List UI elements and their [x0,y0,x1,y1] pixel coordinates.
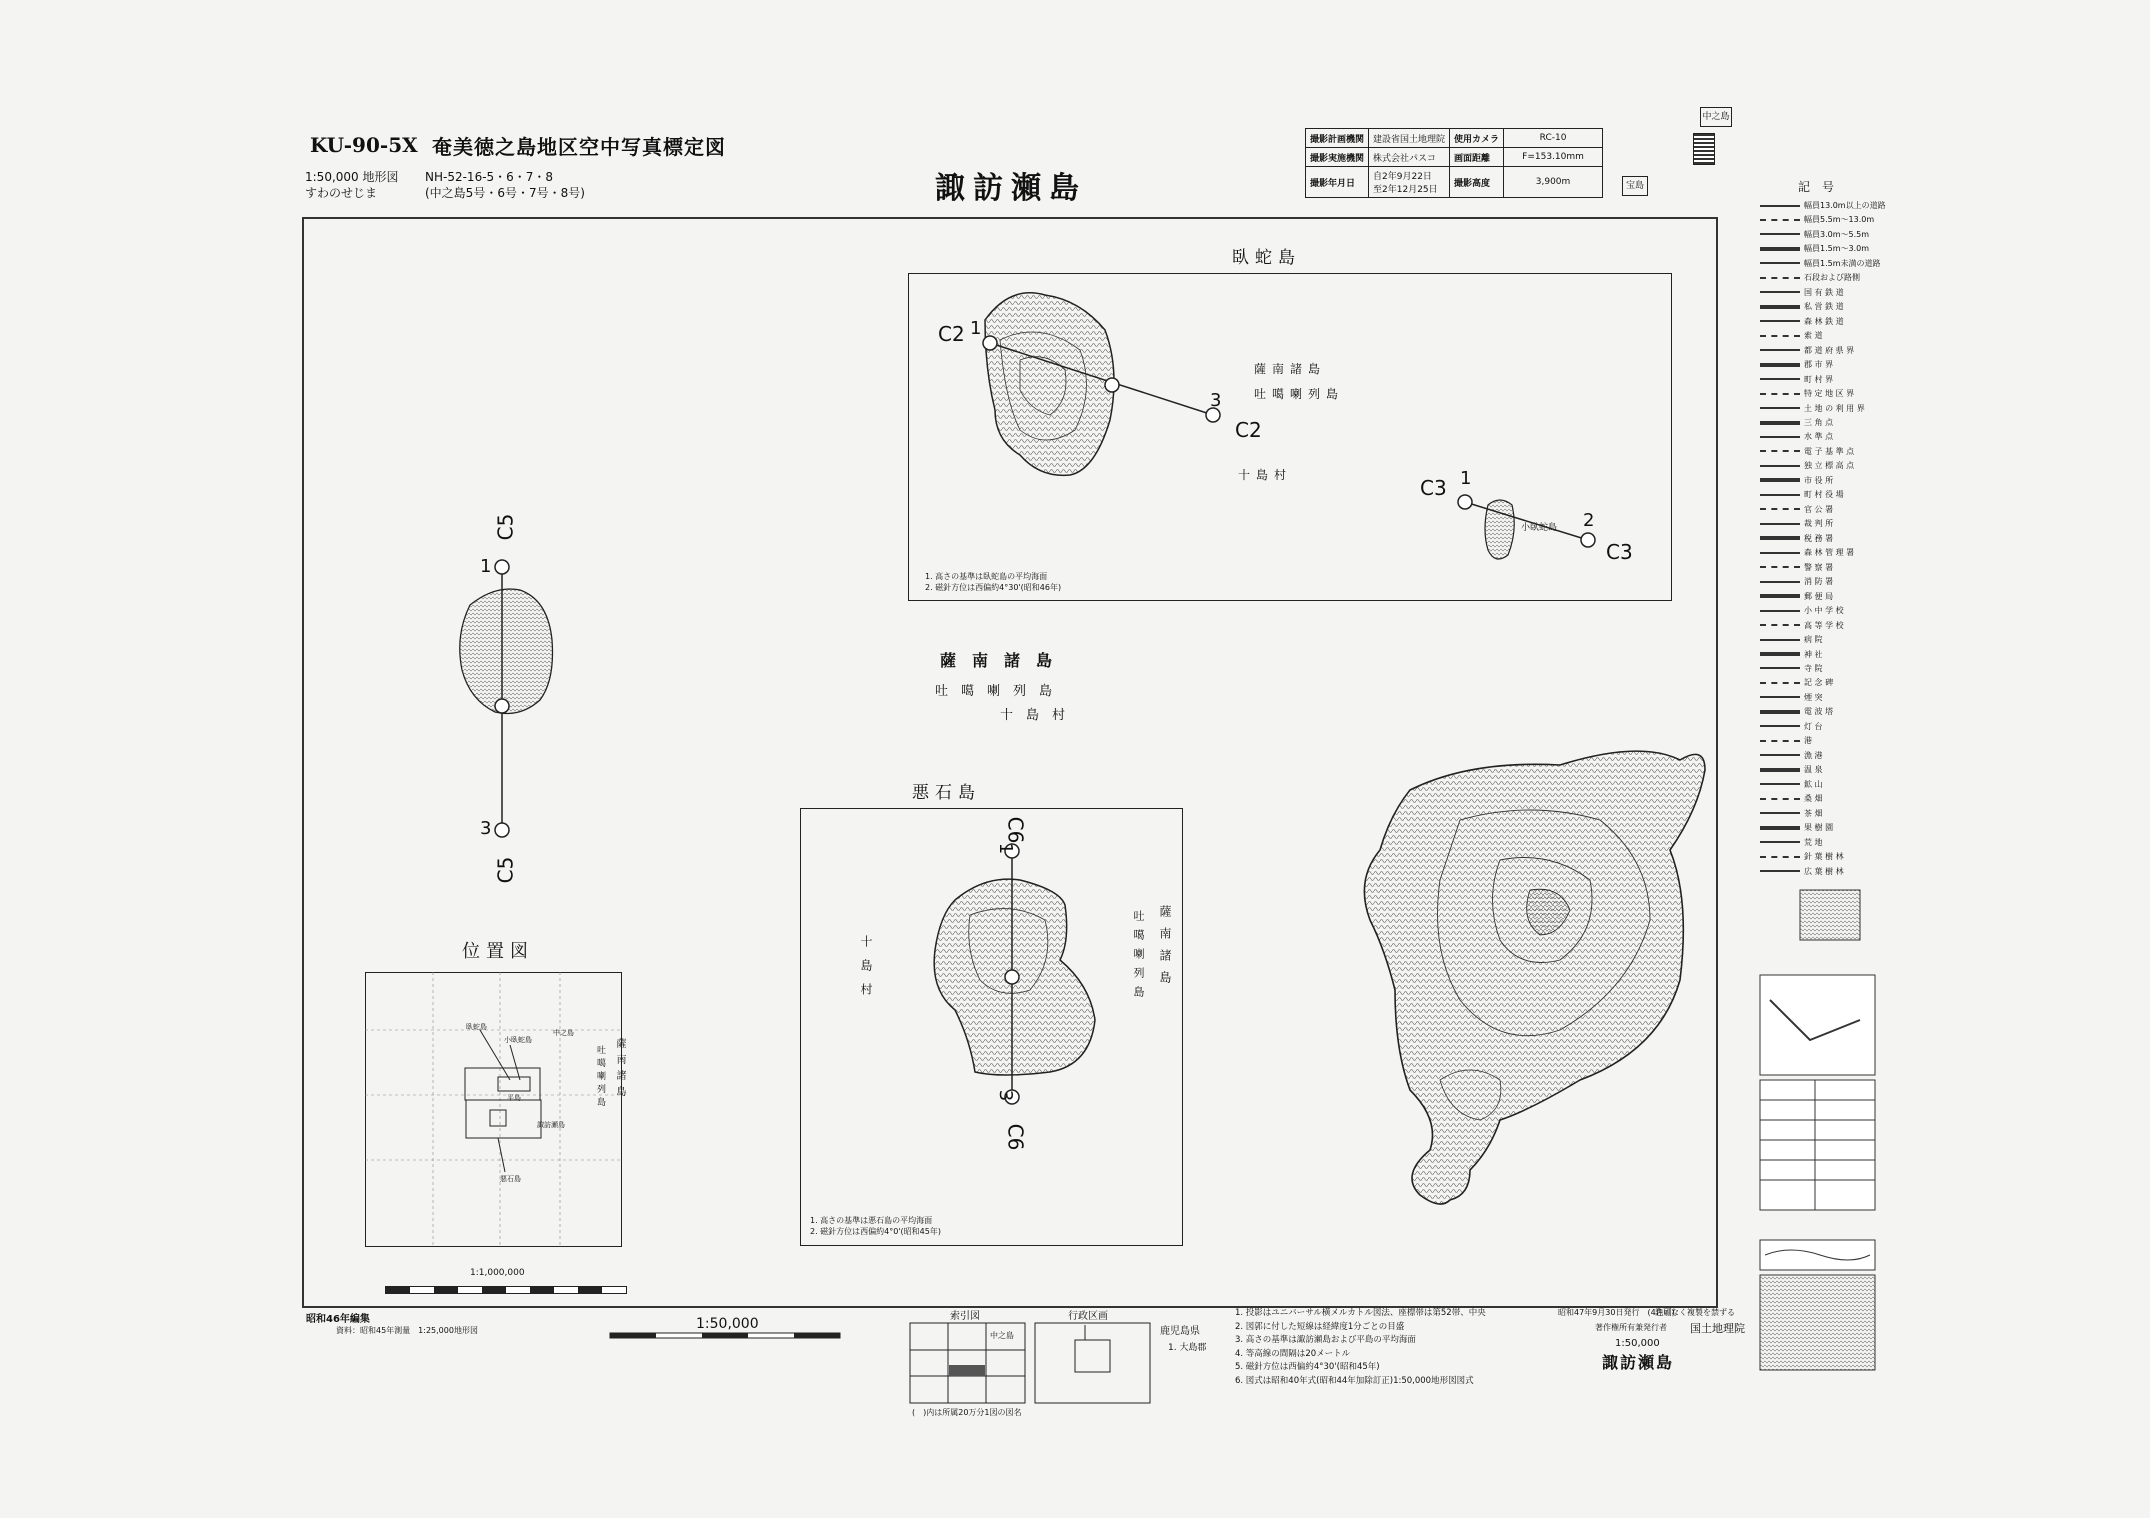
legend-label: 消 防 署 [1804,577,1834,587]
legend-item [1760,576,1833,587]
legend-item [1760,866,1844,877]
index-map-note: ( )内は所属20万分1図の図名 [912,1408,1022,1417]
c6-point-1: 1 [995,842,1017,855]
execution-value: 株式会社パスコ [1369,148,1450,167]
c3-end-label: C3 [1606,540,1633,564]
legend-item [1760,764,1823,775]
legend-item [1760,547,1854,558]
legend-symbol [1760,826,1800,830]
legend-symbol [1760,581,1800,583]
legend-item [1760,301,1844,312]
akusekijima-note-2: 2. 磁針方位は西偏約4°0'(昭和45年) [810,1227,941,1236]
legend-item [1760,229,1869,240]
camera-value: RC-10 [1504,129,1603,148]
legend-list [1760,200,1885,880]
publisher-label: 国土地理院 [1690,1322,1745,1335]
legend-label: 茶 畑 [1804,808,1823,818]
district-label: 1. 大島郡 [1168,1343,1207,1353]
legend-symbol [1760,219,1800,221]
legend-item [1760,200,1886,211]
legend-label: 幅員5.5m〜13.0m [1804,215,1875,225]
legend-label: 石段および路側 [1804,273,1860,283]
bottom-map-name: 諏訪瀬島 [1602,1353,1675,1372]
map-code: KU-90-5X [310,133,418,157]
label-satsunan: 薩 南 諸 島 [940,651,1053,670]
legend-item [1760,489,1844,500]
legend-label: 幅員13.0m以上の道路 [1804,201,1886,210]
legend-item [1760,345,1854,356]
note-line: 1. 投影はユニバーサル横メルカトル図法、座標帯は第52帯、中央 [1235,1308,1486,1318]
c6-point-3: 3 [995,1089,1017,1102]
index-map-title: 索引図 [950,1311,980,1322]
legend-symbol [1760,305,1800,309]
legend-symbol [1760,407,1800,409]
legend-label: 森 林 管 理 署 [1804,548,1855,558]
legend-symbol [1760,450,1800,452]
legend-item [1760,663,1823,674]
source-label: 資料：昭和45年測量 1:25,000地形図 [336,1326,478,1335]
legend-item [1760,330,1823,341]
legend-item [1760,822,1833,833]
legend-item [1760,620,1844,631]
legend-symbol [1760,754,1800,756]
legend-symbol [1760,378,1800,380]
legend-symbol [1760,710,1800,714]
legend-symbol [1760,478,1800,482]
prefecture-label: 鹿児島県 [1160,1326,1200,1337]
legend-label: 港 [1804,736,1812,746]
legend-item [1760,649,1823,660]
legend-label: 水 準 点 [1804,432,1834,442]
legend-label: 裁 判 所 [1804,519,1834,529]
legend-label: 灯 台 [1804,721,1823,731]
edition-label: 昭和46年編集 [306,1314,370,1325]
legend-item [1760,851,1844,862]
gajajima-note-2: 2. 磁針方位は西偏約4°30'(昭和46年) [925,583,1062,592]
legend-item [1760,605,1844,616]
legend-symbol [1760,393,1800,395]
legend-label: 果 樹 園 [1804,823,1834,833]
legend-label: 町 村 界 [1804,374,1834,384]
gajajima-tokara: 吐噶喇列島 [1254,387,1345,401]
legend-item [1760,446,1854,457]
note-line: 4. 等高線の間隔は20メートル [1235,1348,1351,1359]
c5-bottom-label: C5 [493,856,518,884]
legend-symbol [1760,536,1800,540]
loc-satsunan: 薩南諸島 [614,1038,625,1102]
legend-label: 煙 突 [1804,692,1823,702]
legend-symbol [1760,652,1800,656]
legend-label: 漁 港 [1804,750,1823,760]
c2-end-label: C2 [1235,418,1262,442]
legend-symbol [1760,465,1800,467]
legend-symbol [1760,696,1800,698]
legend-symbol [1760,740,1800,742]
focal-label: 画面距離 [1450,148,1504,167]
legend-label: 桑 畑 [1804,794,1823,804]
legend-label: 病 院 [1804,635,1823,645]
legend-item [1760,243,1869,254]
legend-label: 寺 院 [1804,663,1823,673]
gajajima-title: 臥蛇島 [1232,248,1301,268]
legend-item [1760,677,1833,688]
gajajima-toshima: 十島村 [1238,468,1293,482]
legend-label: 町 村 役 場 [1804,490,1844,500]
loc-kogajajima: 小臥蛇島 [504,1036,532,1044]
location-map-title: 位置図 [462,941,534,962]
akusekijima-title: 悪石島 [912,783,981,803]
suwanosejima-island [1364,751,1705,1204]
legend-item [1760,214,1874,225]
legend-label: 三 角 点 [1804,418,1834,428]
legend-symbol [1760,262,1800,264]
legend-symbol [1760,682,1800,684]
legend-label: 国 有 鉄 道 [1804,287,1844,297]
altitude-value: 3,900m [1504,167,1603,198]
scale-line: 1:50,000 地形図 [305,170,399,184]
legend-label: 針 葉 樹 林 [1804,852,1844,862]
note-line: 5. 磁針方位は西偏約4°30'(昭和45年) [1235,1362,1380,1372]
execution-label: 撮影実施機関 [1306,148,1369,167]
legend-symbol [1760,725,1800,727]
legend-symbol [1760,508,1800,510]
c3-point-1: 1 [1460,468,1472,489]
loc-nakanoshima: 中之島 [553,1029,574,1037]
legend-symbol [1760,494,1800,496]
label-toshima: 十 島 村 [1000,708,1066,723]
legend-symbol [1760,335,1800,337]
legend-title: 記 号 [1798,180,1835,194]
legend-label: 荒 地 [1804,837,1823,847]
legend-samples [1760,890,1875,1370]
c5-point-3: 3 [480,818,492,839]
legend-label: 特 定 地 区 界 [1804,389,1855,399]
c5-point-1: 1 [480,556,492,577]
akusekijima-toshima: 十島村 [859,935,873,1007]
map-title: 奄美徳之島地区空中写真標定図 [432,135,726,159]
location-map-scale: 1:1,000,000 [470,1268,525,1278]
legend-item [1760,403,1865,414]
legend-label: 神 社 [1804,649,1823,659]
legend-symbol [1760,363,1800,367]
legend-symbol [1760,349,1800,351]
legend-label: 電 子 基 準 点 [1804,446,1855,456]
note-line: 6. 図式は昭和40年式(昭和44年加除訂正)1:50,000地形図図式 [1235,1375,1474,1386]
legend-symbol [1760,768,1800,772]
c2-start-label: C2 [938,322,965,346]
legend-item [1760,431,1833,442]
left-island [460,589,553,714]
label-tokara: 吐 噶 喇 列 島 [935,684,1053,699]
loc-tokara: 吐噶喇列島 [595,1045,605,1110]
legend-label: 高 等 学 校 [1804,620,1844,630]
location-map-grid [365,972,620,1245]
legend-symbol [1760,523,1800,525]
legend-symbol [1760,566,1800,568]
legend-label: 税 務 署 [1804,533,1834,543]
legend-symbol [1760,667,1800,669]
legend-label: 郡 市 界 [1804,360,1834,370]
bottom-scale: 1:50,000 [1615,1338,1660,1349]
index-map-cell: 中之島 [990,1331,1014,1340]
legend-label: 独 立 標 高 点 [1804,461,1855,471]
legend-item [1760,272,1860,283]
legend-item [1760,634,1823,645]
legend-item [1760,533,1833,544]
legend-label: 記 念 碑 [1804,678,1834,688]
legend-item [1760,475,1833,486]
akusekijima-satsunan: 薩南諸島 [1158,905,1172,993]
sheet-reading: すわのせじま [305,186,378,200]
date-value: 自2年9月22日 至2年12月25日 [1369,167,1450,198]
date-label: 撮影年月日 [1306,167,1369,198]
sheet-number: NH-52-16-5・6・7・8 [425,170,554,184]
legend-symbol [1760,205,1800,207]
legend-item [1760,518,1833,529]
legend-item [1760,808,1823,819]
legend-label: 警 察 署 [1804,562,1834,572]
legend-item [1760,692,1823,703]
legend-item [1760,706,1833,717]
legend-item [1760,591,1833,602]
legend-symbol [1760,812,1800,814]
legend-symbol [1760,856,1800,858]
issue-date: 昭和47年9月30日発行 (4色刷) [1558,1308,1675,1317]
footer-scale: 1:50,000 [696,1316,759,1332]
loc-tairajima: 平島 [507,1094,521,1102]
akusekijima-tokara: 吐噶喇列島 [1132,910,1145,1005]
legend-symbol [1760,436,1800,438]
legend-label: 都 道 府 県 界 [1804,345,1855,355]
c6-top-label: C6 [1003,816,1028,844]
legend-label: 郵 便 局 [1804,591,1834,601]
note-line: 2. 図郭に付した短線は経緯度1分ごとの目盛 [1235,1321,1405,1332]
loc-gajajima: 臥蛇島 [466,1023,487,1031]
location-map-sheets [465,1030,541,1172]
loc-akusekijima: 悪石島 [500,1175,521,1183]
legend-item [1760,359,1833,370]
gajajima-satsunan: 薩南諸島 [1254,362,1327,376]
adjacent-sheet-nakanoshima: 中之島 [1700,107,1732,127]
legend-item [1760,721,1823,732]
legend-item [1760,793,1823,804]
admin-map-title: 行政区画 [1068,1311,1108,1322]
permit-label: 許可なく複製を禁ずる [1655,1308,1735,1317]
legend-symbol [1760,291,1800,293]
camera-label: 使用カメラ [1450,129,1504,148]
legend-label: 索 道 [1804,331,1823,341]
legend-symbol [1760,870,1800,872]
gajajima-island [985,293,1114,476]
gajajima-note-1: 1. 高さの基準は臥蛇島の平均海面 [925,572,1048,581]
legend-label: 鉱 山 [1804,779,1823,789]
kogajajima-label: 小臥蛇島 [1521,523,1558,533]
legend-symbol [1760,624,1800,626]
copyright-label: 著作権所有兼発行者 [1595,1323,1667,1332]
legend-label: 小 中 学 校 [1804,606,1844,616]
legend-symbol [1760,594,1800,598]
legend-label: 官 公 署 [1804,504,1834,514]
akusekijima-note-1: 1. 高さの基準は悪石島の平均海面 [810,1216,933,1225]
legend-item [1760,504,1833,515]
legend-symbol [1760,233,1800,235]
c6-bottom-label: C6 [1003,1123,1028,1151]
legend-item [1760,287,1844,298]
legend-item [1760,779,1823,790]
legend-item [1760,750,1823,761]
legend-label: 電 波 塔 [1804,707,1834,717]
altitude-label: 撮影高度 [1450,167,1504,198]
planning-value: 建設省国土地理院 [1369,129,1450,148]
legend-item [1760,735,1812,746]
legend-item [1760,258,1881,269]
legend-item [1760,837,1823,848]
legend-symbol [1760,639,1800,641]
legend-label: 森 林 鉄 道 [1804,316,1844,326]
c2-point-1: 1 [970,318,982,339]
legend-symbol [1760,841,1800,843]
legend-item [1760,460,1854,471]
note-line: 3. 高さの基準は諏訪瀬島および平島の平均海面 [1235,1335,1416,1345]
sheet-list: (中之島5号・6号・7号・8号) [425,186,585,200]
loc-suwanosejima: 諏訪瀬島 [537,1121,565,1129]
legend-label: 幅員3.0m〜5.5m [1804,229,1870,239]
c2-point-3: 3 [1210,390,1222,411]
focal-value: F=153.10mm [1504,148,1603,167]
legend-label: 市 役 所 [1804,475,1834,485]
legend-label: 広 葉 樹 林 [1804,866,1844,876]
legend-label: 私 営 鉄 道 [1804,302,1844,312]
legend-item [1760,316,1844,327]
legend-symbol [1760,610,1800,612]
planning-label: 撮影計画機関 [1306,129,1369,148]
legend-item [1760,417,1833,428]
flight-line-c3 [1458,495,1595,547]
legend-label: 温 泉 [1804,765,1823,775]
legend-item [1760,388,1854,399]
legend-label: 幅員1.5m〜3.0m [1804,244,1870,254]
c5-top-label: C5 [493,513,518,541]
adjacent-sheet-takarajima: 宝島 [1622,176,1648,196]
legend-item [1760,562,1833,573]
legend-label: 土 地 の 利 用 界 [1804,403,1865,413]
main-scale-bar [610,1333,840,1338]
legend-symbol [1760,320,1800,322]
c3-start-label: C3 [1420,476,1447,500]
legend-symbol [1760,247,1800,251]
legend-symbol [1760,783,1800,785]
main-title: 諏訪瀬島 [935,171,1087,206]
admin-map [1035,1323,1150,1403]
legend-symbol [1760,798,1800,800]
legend-item [1760,374,1833,385]
legend-symbol [1760,552,1800,554]
legend-symbol [1760,421,1800,425]
legend-label: 幅員1.5m未満の道路 [1804,258,1881,268]
map-notes [1235,1307,1486,1388]
c3-point-2: 2 [1583,510,1595,531]
legend-symbol [1760,277,1800,279]
